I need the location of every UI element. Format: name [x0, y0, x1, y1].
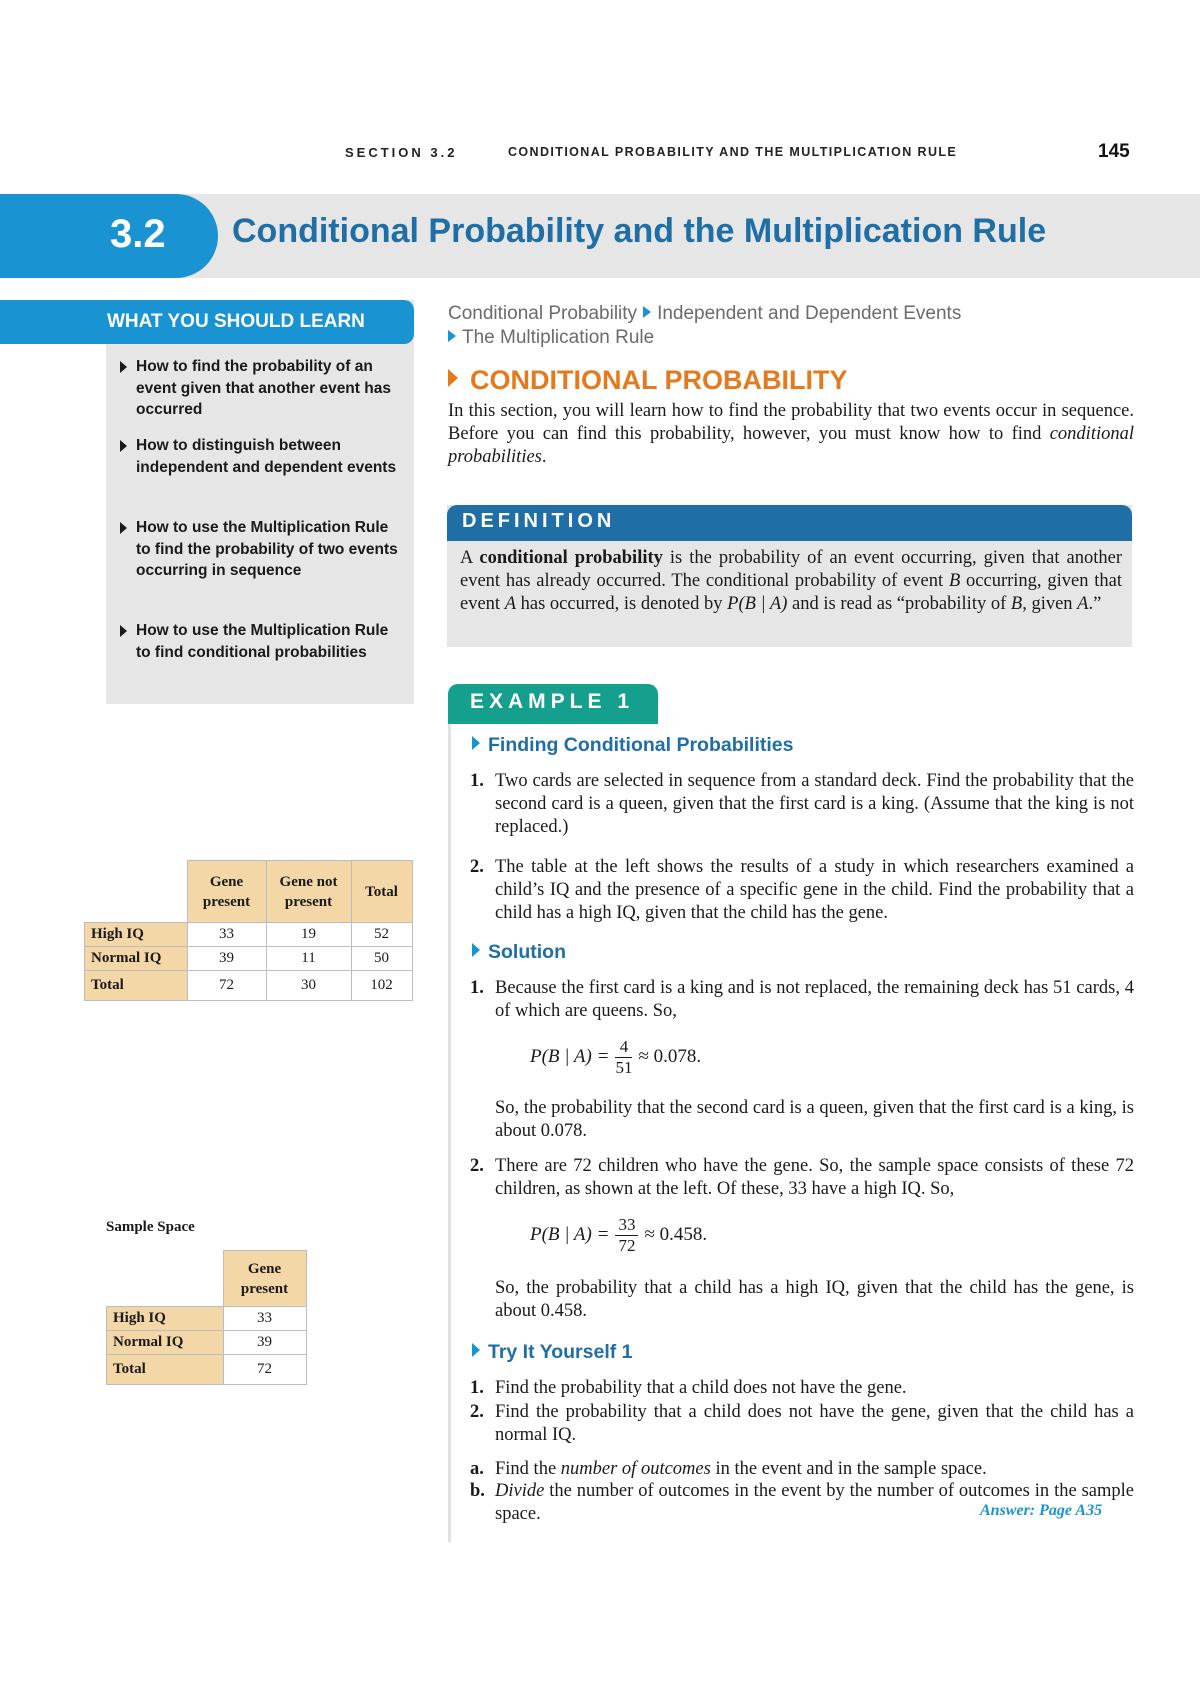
table-row [85, 971, 413, 1001]
variable-b: B [948, 571, 961, 591]
col-header-total: Total [351, 861, 412, 923]
example-question-1 [470, 770, 1134, 839]
example-rule-line [448, 724, 451, 1542]
solution-text: There are 72 children who have the gene. So, the sample space consists of these 72 children, as shown at the left. Of these, 33 have a high IQ. So, [495, 1156, 1134, 1199]
topic-independent-dependent: Independent and Dependent Events [657, 303, 962, 324]
question-text: Two cards are selected in sequence from a standard deck. Find the probability that the second card is a queen, given that the first card is a king. (Assume that the king is not replaced.) [495, 771, 1134, 837]
item-number: 1. [470, 771, 484, 791]
bullet-triangle-icon [120, 625, 127, 637]
table-row [85, 947, 413, 971]
definition-text [460, 547, 1122, 616]
formula-lhs: P(B | A) = [530, 1045, 610, 1067]
learn-header-label: WHAT YOU SHOULD LEARN [107, 311, 365, 332]
cell: 11 [266, 947, 351, 971]
iq-gene-table [84, 860, 413, 1001]
solution-item-1 [470, 977, 1134, 1023]
learn-item [120, 356, 400, 421]
table-row [85, 923, 413, 947]
try-it-title [472, 1341, 633, 1364]
intro-emphasis: conditional probabilities [448, 424, 1134, 467]
cell: 50 [351, 947, 412, 971]
table-row [107, 1307, 307, 1331]
hint-emphasis: Divide [495, 1481, 545, 1501]
cell: 39 [223, 1331, 306, 1355]
fraction [615, 1037, 632, 1078]
col-header-gene-present: Gene present [187, 861, 266, 923]
learn-item-text: How to distinguish between independent and dependent events [136, 437, 397, 476]
fraction-numerator: 33 [615, 1215, 638, 1236]
learn-item-text: How to find the probability of an event given that another event has occurred [136, 358, 391, 418]
example-title [472, 734, 794, 757]
fraction-numerator: 4 [615, 1037, 632, 1058]
topic-conditional-probability: Conditional Probability [448, 303, 638, 324]
cell: 30 [266, 971, 351, 1001]
solution-item-2 [470, 1155, 1134, 1201]
hint-part: in the event and in the sample space. [710, 1459, 987, 1479]
cell: 102 [351, 971, 412, 1001]
row-label: Normal IQ [85, 947, 188, 971]
subhead-arrow-icon [472, 943, 480, 957]
def-text-part: occurring, given that event [460, 571, 1122, 614]
cell: 33 [187, 923, 266, 947]
conditional-probability-heading [448, 365, 848, 396]
col-header-gene-not-present: Gene not present [266, 861, 351, 923]
fraction [615, 1215, 638, 1256]
row-label: Total [85, 971, 188, 1001]
intro-text: In this section, you will learn how to find the probability that two events occur in sequence. Before you can find this probability, however, you must know how to find [448, 401, 1134, 444]
section-number: 3.2 [110, 212, 166, 256]
solution-conclusion-2: So, the probability that a child has a high IQ, given that the child has the gene, is about 0.458. [495, 1278, 1134, 1321]
definition-label: DEFINITION [462, 510, 616, 532]
bullet-triangle-icon [120, 522, 127, 534]
solution-text: Because the first card is a king and is not replaced, the remaining deck has 51 cards, 4 of which are queens. So, [495, 978, 1134, 1021]
page-number: 145 [1098, 141, 1130, 162]
section-tab [0, 194, 218, 278]
answer-reference[interactable]: Answer: Page A35 [980, 1502, 1103, 1519]
topics-line-1 [448, 303, 961, 325]
hint-a [470, 1458, 1134, 1481]
table-corner [85, 861, 188, 923]
row-label: High IQ [85, 923, 188, 947]
hint-text [470, 1458, 1134, 1481]
definition-term: conditional probability [479, 548, 663, 568]
subhead-arrow-icon [472, 1343, 480, 1357]
hint-part: the number of outcomes in the event by the number of outcomes in the sample space. [495, 1481, 1134, 1524]
heading-arrow-icon [448, 369, 458, 387]
def-text-part: .” [1088, 594, 1102, 614]
topic-arrow-icon [448, 330, 456, 342]
item-number: 2. [470, 1156, 484, 1176]
table-corner [107, 1251, 224, 1307]
fraction-denominator: 72 [618, 1236, 636, 1255]
intro-end: . [541, 447, 547, 467]
item-number: 2. [470, 857, 484, 877]
cell: 39 [187, 947, 266, 971]
question-text: The table at the left shows the results of a study in which researchers examined a child’s IQ and the presence of a specific gene in the child. Find the probability that a child has a high IQ, given that the child has the gene. [495, 857, 1134, 923]
heading-text: CONDITIONAL PROBABILITY [470, 365, 848, 395]
learn-item-text: How to use the Multiplication Rule to find conditional probabilities [136, 622, 389, 661]
example-question-2 [470, 856, 1134, 925]
try-text: Find the probability that a child does not have the gene. [495, 1378, 907, 1398]
running-header-section: SECTION 3.2 [345, 145, 458, 160]
variable-a: A [504, 594, 516, 614]
cell: 19 [266, 923, 351, 947]
row-label: Total [107, 1355, 224, 1385]
solution-title-text: Solution [488, 941, 566, 963]
item-letter: a. [470, 1459, 484, 1479]
row-label: High IQ [107, 1307, 224, 1331]
def-text-part: and is read as “probability of [787, 594, 1011, 614]
table-row [107, 1355, 307, 1385]
learn-item [120, 620, 400, 663]
running-header-title: CONDITIONAL PROBABILITY AND THE MULTIPLICATION RULE [508, 145, 958, 159]
cell: 72 [187, 971, 266, 1001]
bullet-triangle-icon [120, 361, 127, 373]
solution-title [472, 941, 566, 964]
hint-part: Find the [495, 1459, 561, 1479]
col-header-gene-present: Gene present [223, 1251, 306, 1307]
example-label: EXAMPLE 1 [470, 690, 635, 713]
topics-line-2 [442, 327, 654, 349]
cell: 52 [351, 923, 412, 947]
bullet-triangle-icon [120, 440, 127, 452]
table-row [107, 1331, 307, 1355]
intro-paragraph [448, 400, 1134, 469]
sample-space-table [106, 1250, 307, 1385]
try-item-1 [470, 1377, 1134, 1400]
learn-item [120, 435, 400, 478]
solution-conclusion-1: So, the probability that the second card is a queen, given that the first card is a king, is about 0.078. [495, 1098, 1134, 1141]
item-number: 2. [470, 1402, 484, 1422]
learn-item-text: How to use the Multiplication Rule to find the probability of two events occurring in sequence [136, 519, 398, 579]
hint-emphasis: number of outcomes [560, 1459, 711, 1479]
running-header [0, 141, 1200, 169]
formula-lhs: P(B | A) = [530, 1223, 610, 1245]
def-text-part: A [460, 548, 480, 568]
item-number: 1. [470, 978, 484, 998]
subhead-arrow-icon [472, 736, 480, 750]
row-label: Normal IQ [107, 1331, 224, 1355]
variable-a: A [1077, 594, 1089, 614]
try-it-title-text: Try It Yourself 1 [488, 1341, 633, 1363]
try-item-2 [470, 1401, 1134, 1447]
item-letter: b. [470, 1481, 485, 1501]
def-text-part: has occurred, is denoted by [516, 594, 728, 614]
notation: P(B | A) [727, 594, 788, 614]
variable-b: B [1010, 594, 1023, 614]
item-number: 1. [470, 1378, 484, 1398]
def-text-part: , given [1022, 594, 1078, 614]
def-text-part: is the probability of an event occurring, given that another event has already occurred. The conditional probability of event [460, 548, 1123, 591]
section-title: Conditional Probability and the Multiplication Rule [232, 212, 1047, 250]
sample-space-label: Sample Space [106, 1219, 195, 1235]
cell: 33 [223, 1307, 306, 1331]
topic-multiplication-rule: The Multiplication Rule [462, 327, 655, 348]
formula-1 [530, 1037, 701, 1078]
fraction-denominator: 51 [615, 1058, 633, 1077]
learn-item [120, 517, 400, 582]
example-title-text: Finding Conditional Probabilities [488, 734, 794, 756]
topic-arrow-icon [643, 306, 651, 318]
cell: 72 [223, 1355, 306, 1385]
formula-2 [530, 1215, 707, 1256]
formula-rhs: ≈ 0.458. [644, 1223, 708, 1245]
formula-rhs: ≈ 0.078. [638, 1045, 702, 1067]
try-text: Find the probability that a child does not have the gene, given that the child has a normal IQ. [495, 1402, 1134, 1445]
